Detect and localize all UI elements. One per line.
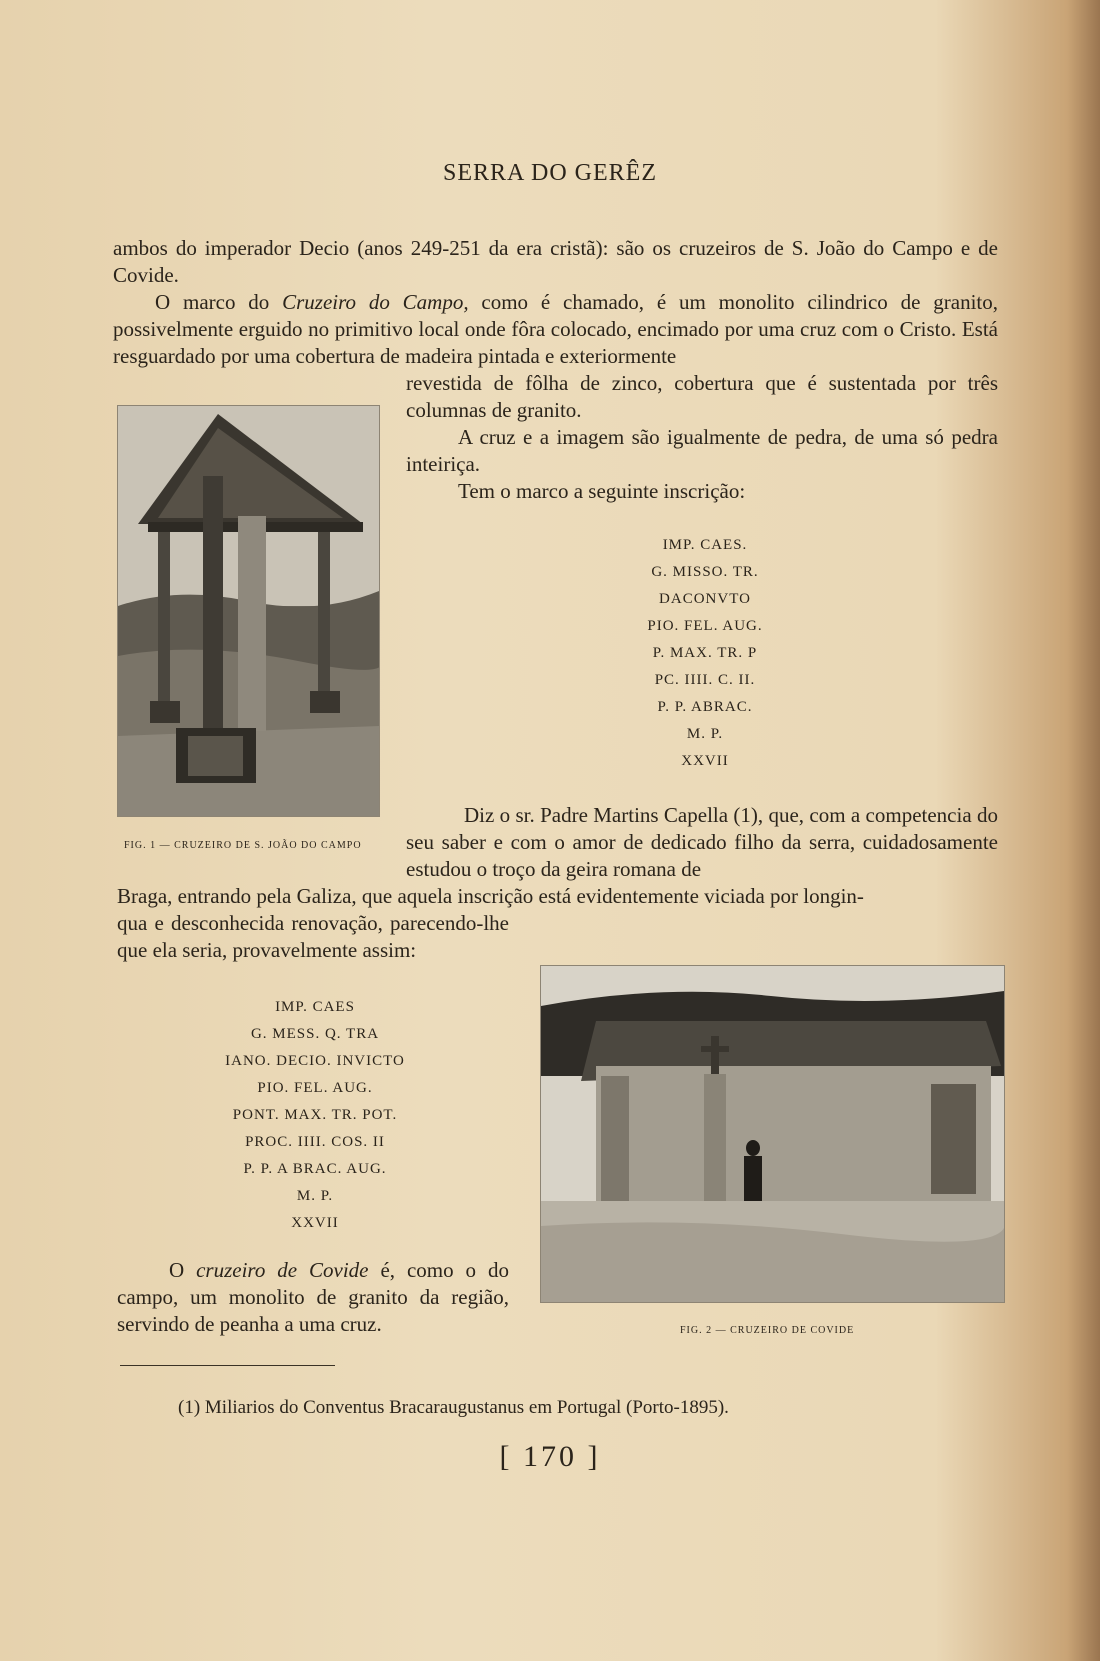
- paragraph-6: O cruzeiro de Covide é, como o do campo, um monolito de granito da região, servindo de peanha a uma cruz.: [117, 1258, 509, 1336]
- inscription-line: IANO. DECIO. INVICTO: [225, 1053, 405, 1069]
- inscription-line: P. P. A BRAC. AUG.: [243, 1161, 387, 1177]
- inscription-line: G. MESS. Q. TRA: [250, 1026, 380, 1042]
- inscription-line: P. MAX. TR. P: [652, 645, 758, 661]
- inscription-line: IMP. CAES: [275, 999, 355, 1015]
- inscription-line: P. P. ABRAC.: [657, 699, 753, 715]
- paragraph-2-continued: revestida de fôlha de zinco, cobertura que é sustentada por três columnas de granito.: [406, 371, 998, 422]
- inscription-line: M. P.: [296, 1188, 334, 1204]
- footnote-divider: [120, 1365, 335, 1366]
- figure-1-photo: [117, 405, 380, 817]
- figure-2-photo: [540, 965, 1005, 1303]
- inscription-line: M. P.: [686, 726, 724, 742]
- inscription-line: PONT. MAX. TR. POT.: [232, 1107, 398, 1123]
- paragraph-4: Tem o marco a seguinte inscrição:: [458, 479, 746, 503]
- paragraph-1: ambos do imperador Decio (anos 249-251 da era cristã): são os cruzeiros de S. João do Campo e de Covide.: [113, 236, 998, 287]
- page-number: [ 170 ]: [499, 1440, 601, 1473]
- inscription-line: PIO. FEL. AUG.: [647, 618, 763, 634]
- figure-2-caption: FIG. 2 — CRUZEIRO DE COVIDE: [680, 1325, 855, 1336]
- inscription-proposed: [190, 994, 440, 1237]
- figure-1-drawing: [118, 406, 379, 816]
- inscription-line: PC. IIII. C. II.: [654, 672, 756, 688]
- paragraph-2: O marco do Cruzeiro do Campo, como é chamado, é um monolito cilindrico de granito, possivelmente erguido no primitivo local onde fôra colocado, encimado por uma cruz com o Cristo. Está resguardado por uma cobertura de madeira pintada e exteriormente: [113, 290, 999, 368]
- paragraph-5-continued: qua e desconhecida renovação, parecendo-lhe que ela seria, provavelmente assim:: [117, 911, 509, 962]
- inscription-line: PROC. IIII. COS. II: [245, 1134, 385, 1150]
- inscription-line: XXVII: [681, 753, 729, 769]
- paragraph-3: A cruz e a imagem são igualmente de pedra, de uma só pedra inteiriça.: [406, 425, 998, 476]
- paragraph-5: Diz o sr. Padre Martins Capella (1), que, com a competencia do seu saber e com o amor de dedicado filho da serra, cuidadosamente estudou o troço da geira romana de: [406, 803, 998, 881]
- inscription-line: G. MISSO. TR.: [651, 564, 759, 580]
- inscription-original: [600, 532, 810, 775]
- inscription-line: IMP. CAES.: [662, 537, 748, 553]
- paragraph-5-line: Braga, entrando pela Galiza, que aquela inscrição está evidentemente viciada por longin-: [117, 884, 864, 908]
- figure-2-drawing: [541, 966, 1004, 1302]
- inscription-line: PIO. FEL. AUG.: [257, 1080, 373, 1096]
- footnote: (1) Miliarios do Conventus Bracaraugustanus em Portugal (Porto-1895).: [178, 1397, 729, 1418]
- inscription-line: XXVII: [291, 1215, 339, 1231]
- inscription-line: DACONVTO: [659, 591, 751, 607]
- figure-1-caption: FIG. 1 — CRUZEIRO DE S. JOÃO DO CAMPO: [124, 840, 362, 851]
- running-title: SERRA DO GERÊZ: [442, 160, 657, 186]
